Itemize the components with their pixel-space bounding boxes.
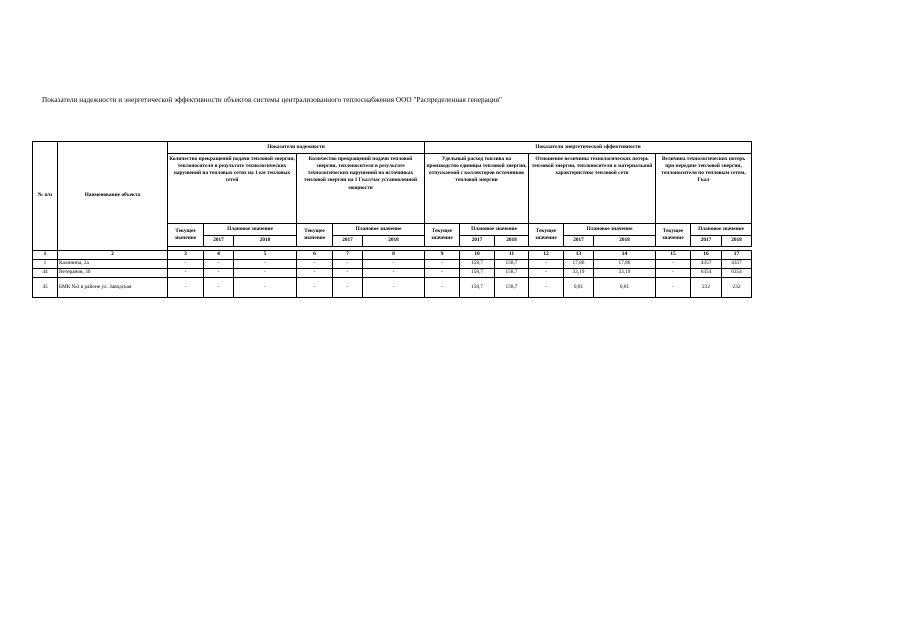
value-cell: - [425,269,460,278]
header-year-2017: 2017 [204,236,234,247]
value-cell: - [297,278,333,298]
header-year-2018: 2018 [722,236,752,247]
row-number-cell: 45 [33,278,58,298]
header-row-number: № п/п [33,142,58,251]
header-planned-value: Плановое значение [333,224,425,236]
value-cell: - [363,269,425,278]
value-cell: 17,86 [564,260,594,269]
header-year-2018: 2018 [234,236,297,247]
value-cell: - [333,278,363,298]
value-cell: - [297,260,333,269]
header-planned-value: Плановое значение [564,224,656,236]
column-number-cell: 12 [529,251,564,260]
column-number-cell: 8 [363,251,425,260]
header-year-2017: 2017 [460,236,495,247]
value-cell: 158,7 [495,260,529,269]
value-cell: - [656,260,691,269]
object-name-cell: БМК №3 в районе ул. Заводская [58,278,168,298]
value-cell: 0,81 [564,278,594,298]
column-number-cell: 7 [333,251,363,260]
value-cell: 158,7 [460,278,495,298]
header-current-value: Текущее значение [297,224,333,247]
header-year-2017: 2017 [691,236,722,247]
value-cell: 158,7 [495,278,529,298]
value-cell: - [656,269,691,278]
indicators-table [32,141,752,298]
table-row [33,260,752,269]
header-year-2017: 2017 [564,236,594,247]
header-year-2018: 2018 [363,236,425,247]
value-cell: 33,19 [594,269,656,278]
value-cell: - [297,269,333,278]
column-number-cell: 3 [168,251,204,260]
value-cell: - [234,278,297,298]
value-cell: - [529,269,564,278]
table-row [33,278,752,298]
column-number-cell: 11 [495,251,529,260]
header-current-value: Текущее значение [425,224,460,247]
value-cell: - [333,260,363,269]
header-planned-value: Плановое значение [691,224,752,236]
value-cell: - [204,278,234,298]
value-cell: 158,7 [460,269,495,278]
header-object-name: Наименование объекта [58,142,168,251]
value-cell: - [204,269,234,278]
row-number-cell: 1 [33,260,58,269]
header-year-2017: 2017 [333,236,363,247]
header-indicator-heat-losses: Величина технологических потерь при передаче тепловой энергии, теплоносителя по тепловым сетям, Гкал [656,154,752,224]
value-cell: 0,81 [594,278,656,298]
column-number-cell: 5 [234,251,297,260]
header-year-2018: 2018 [594,236,656,247]
value-cell: - [656,278,691,298]
document-title: Показатели надежности и энергетической эффективности объектов системы централизованного теплоснабжения ООО "Распределенная генерация" [42,96,503,104]
value-cell: - [529,260,564,269]
header-planned-value: Плановое значение [460,224,529,236]
value-cell: 4357 [691,260,722,269]
header-current-value: Текущее значение [168,224,204,247]
row-number-cell: 44 [33,269,58,278]
column-number-cell: 6 [297,251,333,260]
column-number-cell: 10 [460,251,495,260]
column-number-cell: 15 [656,251,691,260]
value-cell: 4357 [722,260,752,269]
value-cell: 17,86 [594,260,656,269]
column-number-cell: 17 [722,251,752,260]
value-cell: - [234,260,297,269]
object-name-cell: Калинина, 2а [58,260,168,269]
value-cell: - [529,278,564,298]
value-cell: - [234,269,297,278]
column-number-cell: 9 [425,251,460,260]
column-number-cell: 2 [58,251,168,260]
table-row [33,269,752,278]
column-number-cell: 14 [594,251,656,260]
column-number-cell: 16 [691,251,722,260]
column-number-row [33,251,752,260]
value-cell: 6354 [691,269,722,278]
header-year-2018: 2018 [495,236,529,247]
value-cell: - [363,278,425,298]
header-indicator-network-outages: Количество прекращений подачи тепловой энергии, теплоносителя в результате технологических нарушений на тепловых сетях на 1 км тепловых сетей [168,154,297,224]
header-planned-value: Плановое значение [204,224,297,236]
value-cell: 232 [691,278,722,298]
header-indicator-loss-ratio: Отношение величины технологических потерь тепловой энергии, теплоносителя к материальной характеристике тепловой сети [529,154,656,224]
header-current-value: Текущее значение [529,224,564,247]
value-cell: - [168,278,204,298]
value-cell: - [168,260,204,269]
header-efficiency-group: Показатели энергетической эффективности [425,142,752,154]
header-indicator-fuel-consumption: Удельный расход топлива на производство единицы тепловой энергии, отпускаемой с коллекторов источников тепловой энергии [425,154,529,224]
value-cell: - [363,260,425,269]
value-cell: - [204,260,234,269]
value-cell: 6354 [722,269,752,278]
header-current-value: Текущее значение [656,224,691,247]
value-cell: 158,7 [495,269,529,278]
object-name-cell: Ветеранов, 3б [58,269,168,278]
header-reliability-group: Показатели надежности [168,142,425,154]
header-indicator-source-outages: Количество прекращений подачи тепловой энергии, теплоносителя в результате технологических нарушений на источниках тепловой энергии на 1 Гкал/час установленной мощности [297,154,425,224]
value-cell: 158,7 [460,260,495,269]
column-number-cell: 1 [33,251,58,260]
value-cell: 33,19 [564,269,594,278]
value-cell: - [333,269,363,278]
value-cell: - [425,260,460,269]
value-cell: - [425,278,460,298]
value-cell: - [168,269,204,278]
column-number-cell: 13 [564,251,594,260]
column-number-cell: 4 [204,251,234,260]
value-cell: 232 [722,278,752,298]
